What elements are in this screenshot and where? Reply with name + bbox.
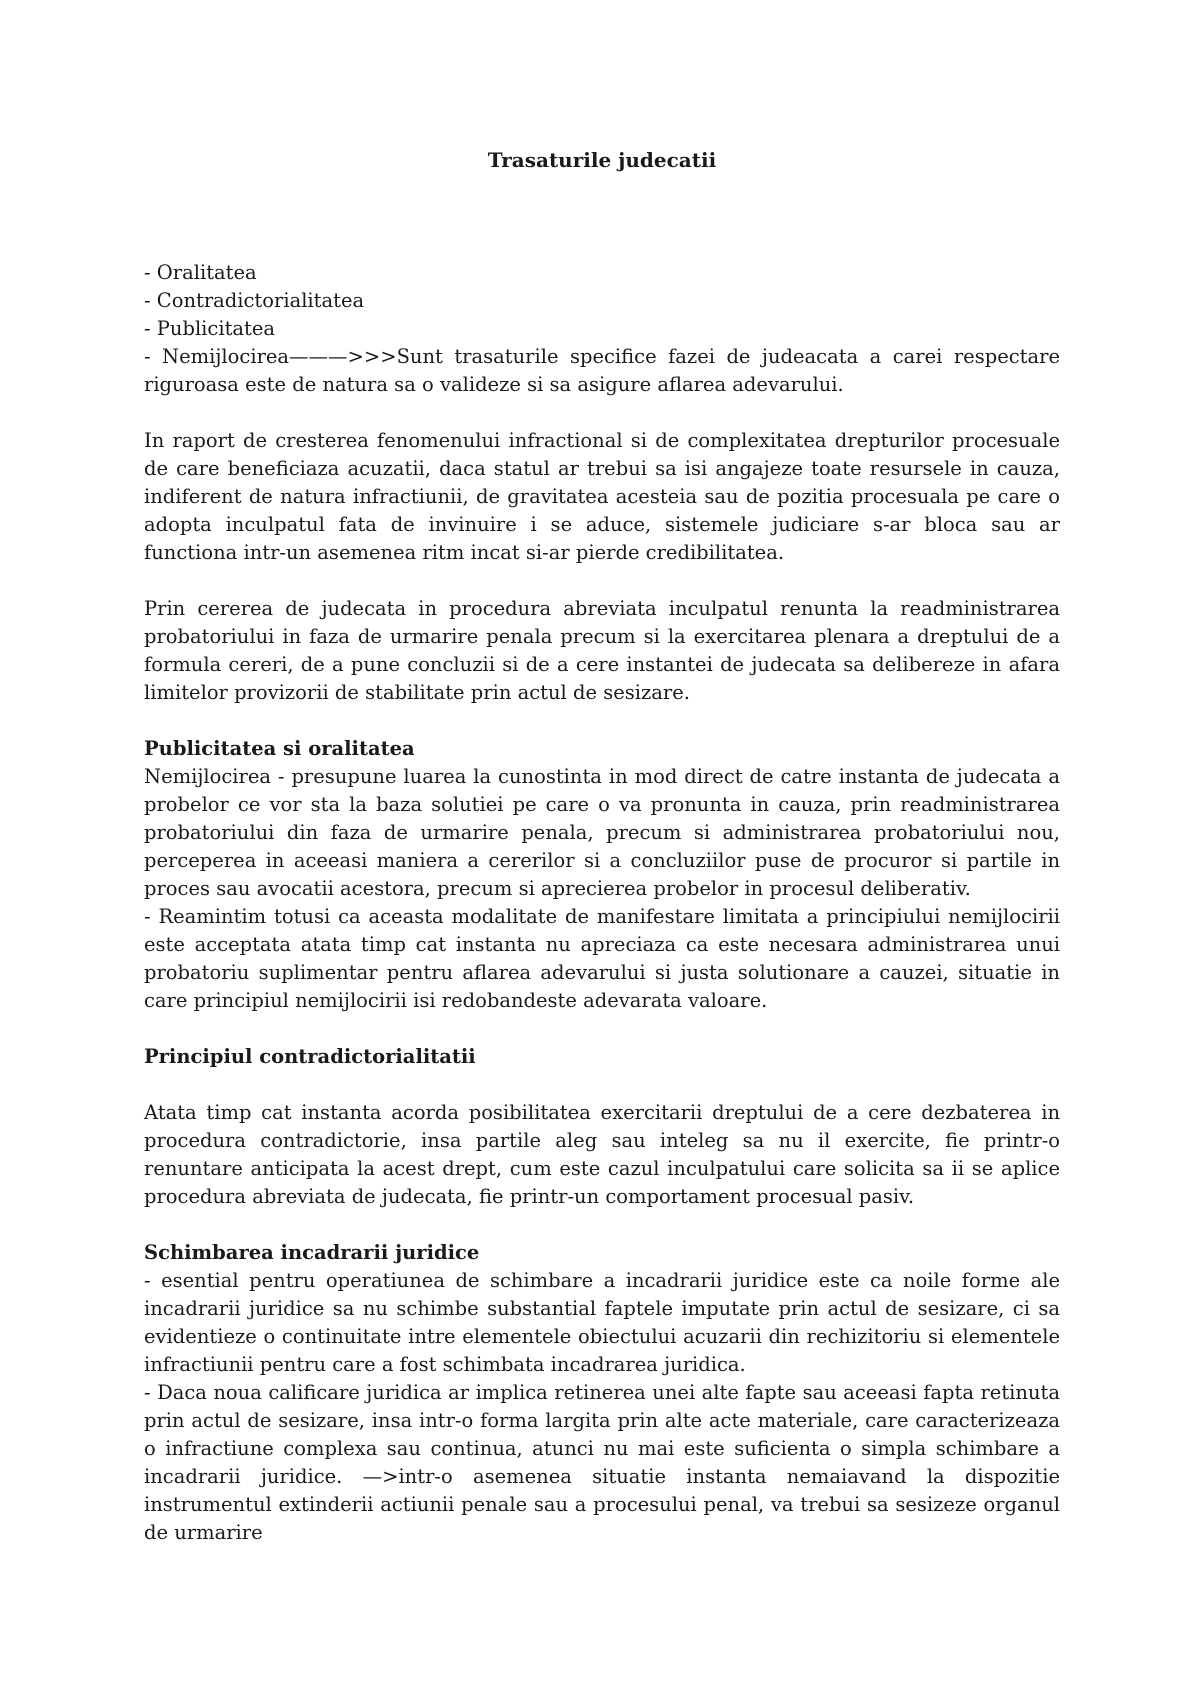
document-title: Trasaturile judecatii: [487, 148, 717, 172]
paragraph-nemijlocirea: - Nemijlocirea———>>>Sunt trasaturile specifice fazei de judeacata a carei respectare riguroasa este de natura sa o valideze si sa asigure aflarea adevarului.: [144, 345, 1060, 396]
paragraph-raport: In raport de cresterea fenomenului infractional si de complexitatea drepturilor procesuale de care beneficiaza acuzatii, daca statul ar trebui sa isi angajeze toate resursele in cauza, indiferent de natura infractiunii, de gravitatea acesteia sau de pozitia procesuala pe care o adopta inculpatul fata de invinuire i se aduce, sistemele judiciare s-ar bloca sau ar functiona intr-un asemenea ritm incat si-ar pierde credibilitatea.: [144, 429, 1060, 564]
paragraph-reamintim: - Reamintim totusi ca aceasta modalitate de manifestare limitata a principiului nemijlocirii este acceptata atata timp cat instanta nu apreciaza ca este necesara administrarea unui probatoriu suplimentar pentru aflarea adevarului si justa solutionare a cauzei, situatie in care principiul nemijlocirii isi redobandeste adevarata valoare.: [144, 905, 1060, 1012]
paragraph-esential: - esential pentru operatiunea de schimbare a incadrarii juridice este ca noile forme ale incadrarii juridice sa nu schimbe substantial faptele imputate prin actul de sesizare, ci sa evidentieze o continuitate intre elementele obiectului acuzarii din rechizitoriu si elementele infractiunii pentru care a fost schimbata incadrarea juridica.: [144, 1269, 1060, 1376]
heading-schimbarea: Schimbarea incadrarii juridice: [144, 1241, 480, 1264]
heading-publicitatea: Publicitatea si oralitatea: [144, 737, 415, 760]
paragraph-nemijlocirea-definition: Nemijlocirea - presupune luarea la cunostinta in mod direct de catre instanta de judecata a probelor ce vor sta la baza solutiei pe care o va pronunta in cauza, prin readministrarea probatoriului din faza de urmarire penala, precum si administrarea probatoriului nou, perceperea in aceeasi maniera a cererilor si a concluziilor puse de procuror si partile in proces sau avocatii acestora, precum si aprecierea probelor in procesul deliberativ.: [144, 765, 1060, 900]
paragraph-atata: Atata timp cat instanta acorda posibilitatea exercitarii dreptului de a cere dezbaterea in procedura contradictorie, insa partile aleg sau inteleg sa nu il exercite, fie printr-o renuntare anticipata la acest drept, cum este cazul inculpatului care solicita sa ii se aplice procedura abreviata de judecata, fie printr-un comportament procesual pasiv.: [144, 1101, 1060, 1208]
list-item-contradictorialitatea: - Contradictorialitatea: [144, 289, 365, 312]
paragraph-daca: - Daca noua calificare juridica ar implica retinerea unei alte fapte sau aceeasi fapta retinuta prin actul de sesizare, insa intr-o forma largita prin alte acte materiale, care caracterizeaza o infractiune complexa sau continua, atunci nu mai este suficienta o simpla schimbare a incadrarii juridice. —>intr-o asemenea situatie instanta nemaiavand la dispozitie instrumentul extinderii actiunii penale sau a procesului penal, va trebui sa sesizeze organul de urmarire: [144, 1381, 1060, 1544]
document-body: [144, 259, 1060, 1547]
list-item-publicitatea: - Publicitatea: [144, 317, 276, 340]
paragraph-cererea: Prin cererea de judecata in procedura abreviata inculpatul renunta la readministrarea probatoriului in faza de urmarire penala precum si la exercitarea plenara a dreptului de a formula cereri, de a pune concluzii si de a cere instantei de judecata sa delibereze in afara limitelor provizorii de stabilitate prin actul de sesizare.: [144, 597, 1060, 704]
heading-contradictorialitatii: Principiul contradictorialitatii: [144, 1045, 476, 1068]
list-item-oralitatea: - Oralitatea: [144, 261, 257, 284]
